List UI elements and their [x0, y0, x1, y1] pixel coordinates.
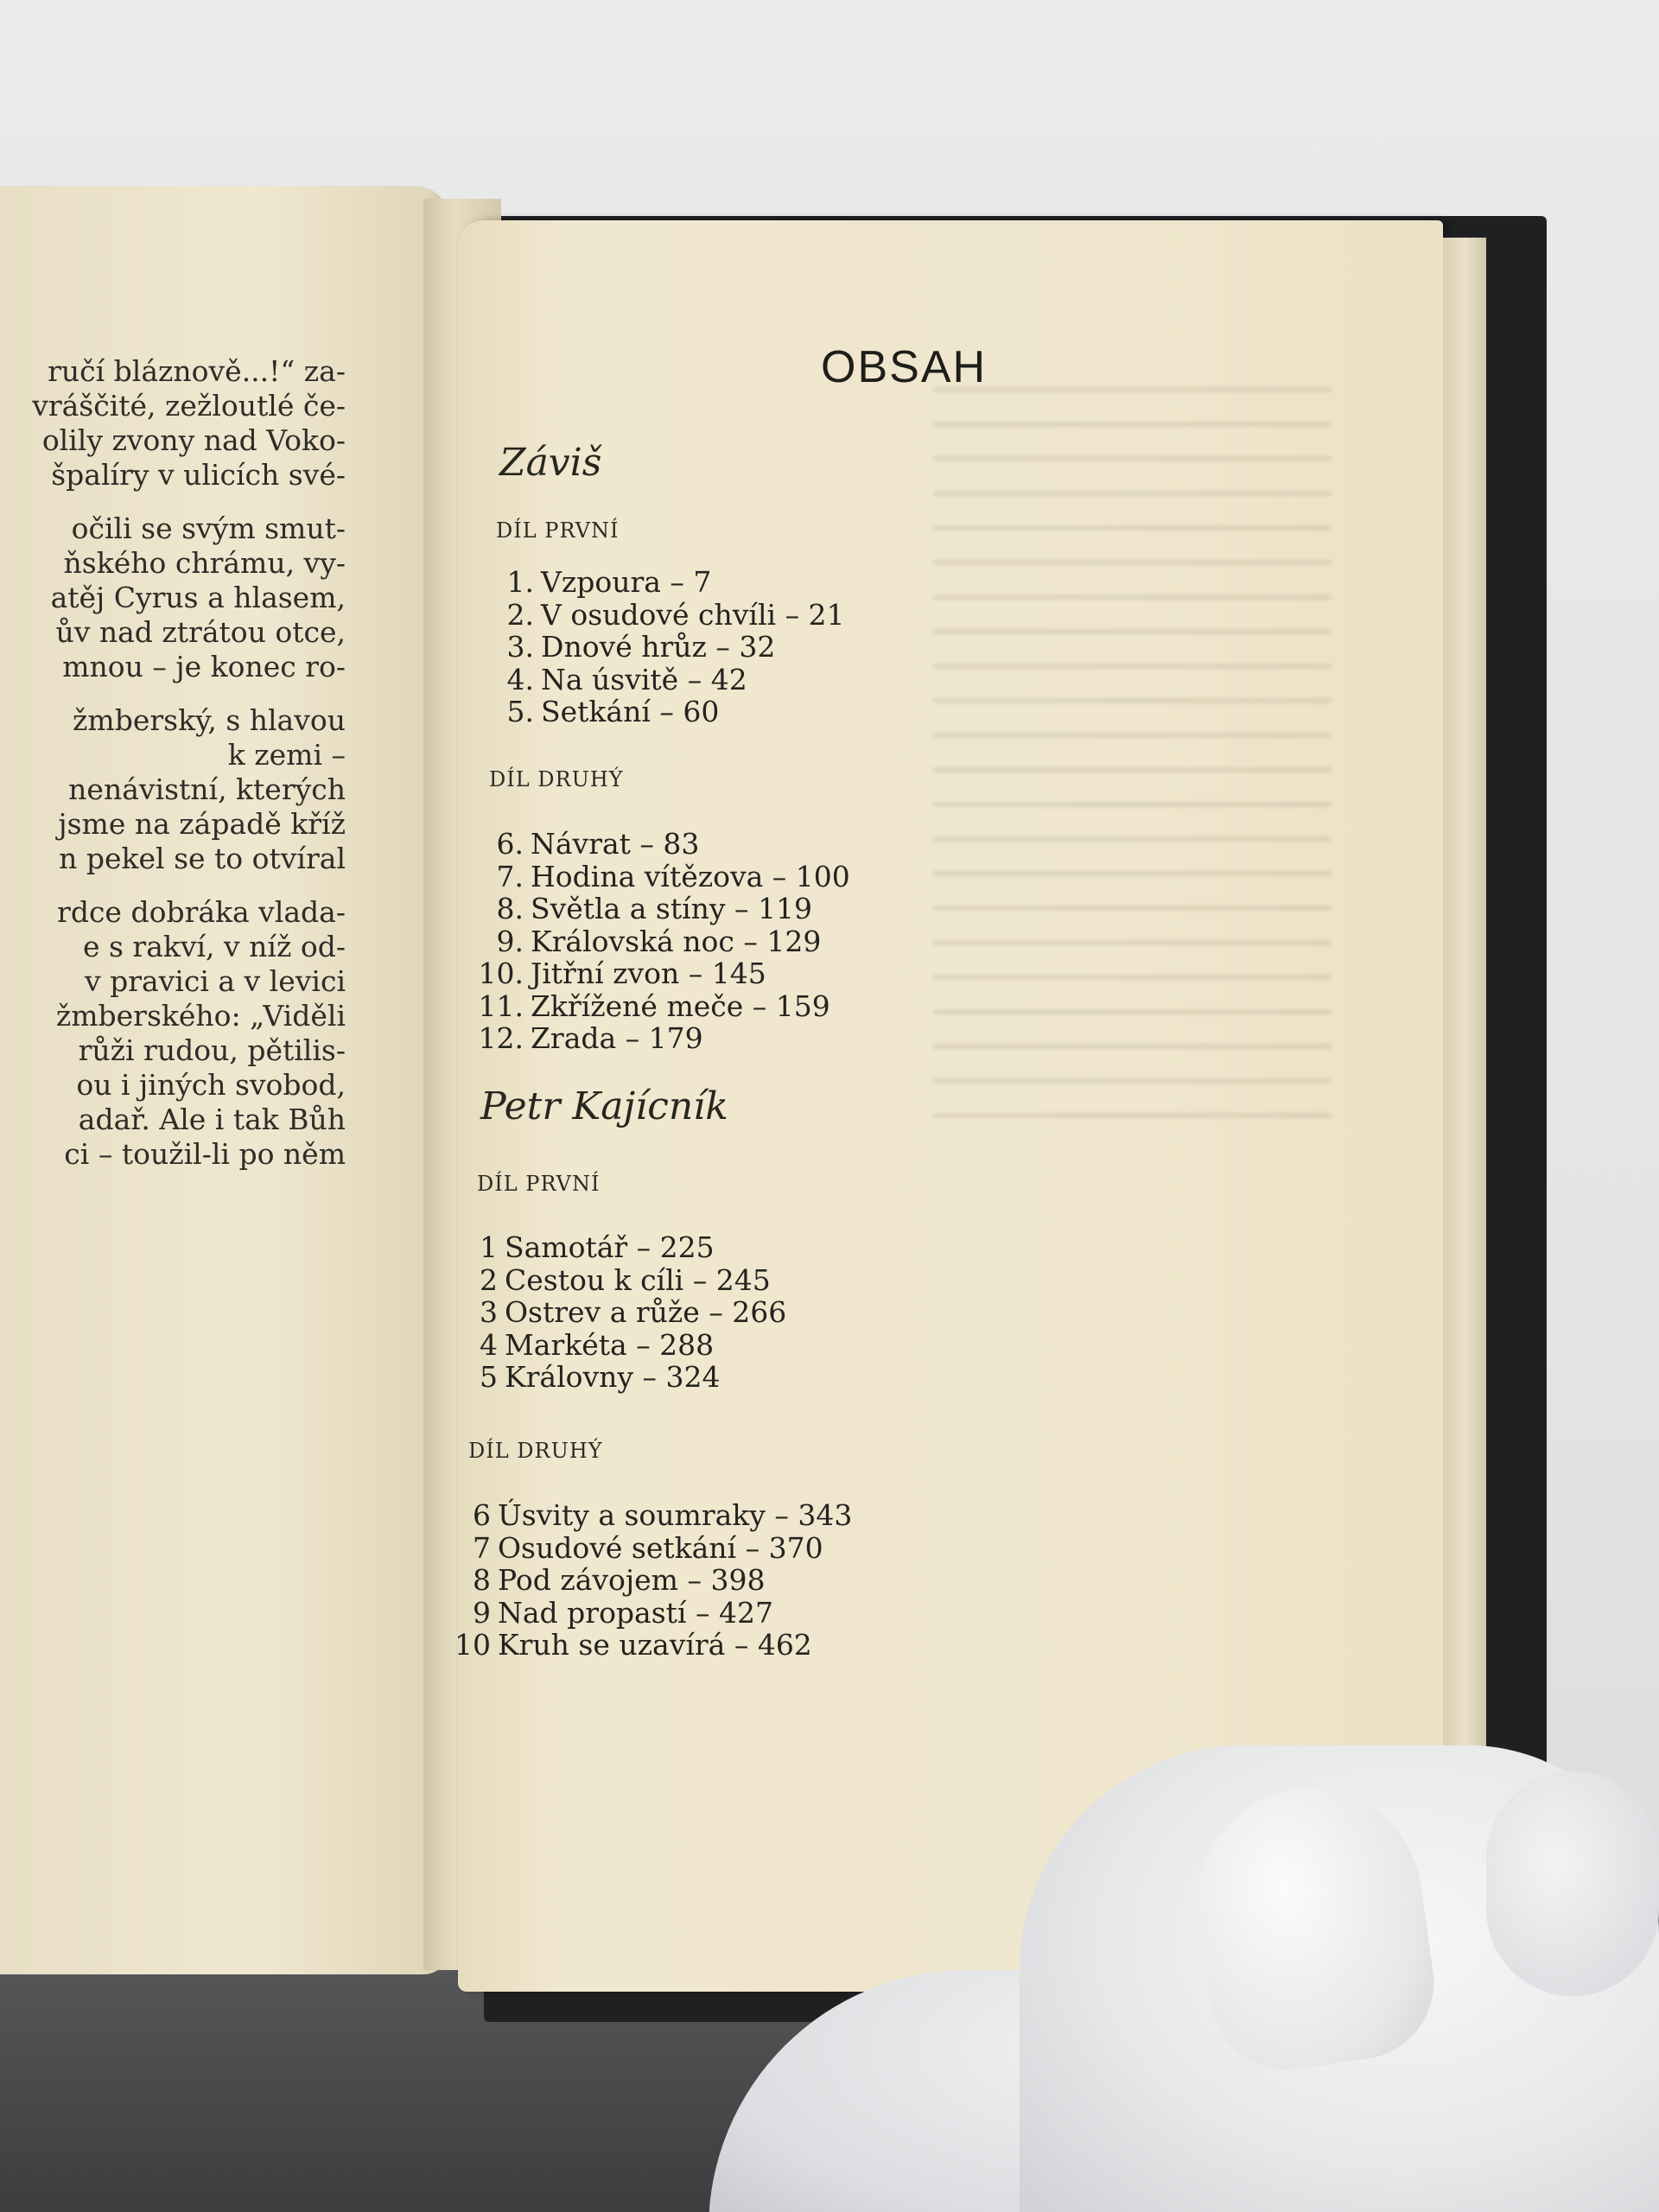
text-line: rdce dobráka vlada- — [57, 895, 346, 929]
part-title-petr: Petr Kajícník — [480, 1084, 728, 1128]
chapter-title: Nad propastí – 427 — [498, 1595, 773, 1630]
chapter-title: Ostrev a růže – 266 — [505, 1295, 787, 1329]
text-line: jsme na západě kříž — [58, 807, 346, 841]
chapter-title: Pod závojem – 398 — [498, 1563, 766, 1597]
toc-entry — [458, 1296, 786, 1329]
paragraph-gap — [0, 876, 346, 895]
chapter-title: Zrada – 179 — [531, 1021, 703, 1055]
entry-list — [475, 828, 850, 1055]
section-label: DÍL PRVNÍ — [477, 1172, 601, 1196]
page-edges — [1443, 238, 1486, 1974]
text-line: k zemi – — [227, 738, 346, 772]
chapter-number: 9 — [473, 1595, 491, 1630]
chapter-title: Královská noc – 129 — [531, 924, 822, 958]
toc-entry — [475, 893, 850, 925]
toc-entry — [458, 1329, 786, 1362]
left-page-text — [0, 354, 346, 1172]
chapter-title: Úsvity a soumraky – 343 — [498, 1498, 853, 1532]
text-line: n pekel se to otvíral — [59, 842, 346, 875]
chapter-number: 5 — [480, 1360, 498, 1394]
toc-entry — [494, 631, 845, 664]
entry-list — [451, 1499, 852, 1662]
chapter-number: 2. — [506, 597, 534, 632]
toc-entry — [451, 1564, 852, 1597]
toc-entry — [475, 861, 850, 893]
text-line: nenávistní, kterých — [68, 772, 346, 806]
chapter-number: 7 — [473, 1530, 491, 1565]
text-line: ou i jiných svobod, — [76, 1068, 346, 1102]
chapter-number: 5. — [506, 695, 534, 728]
text-line: mnou – je konec ro- — [62, 650, 346, 683]
toc-entry — [458, 1264, 786, 1297]
toc-entry — [458, 1231, 786, 1264]
entry-list — [494, 566, 845, 728]
toc-entry — [451, 1629, 852, 1662]
chapter-title: Samotář – 225 — [505, 1230, 715, 1264]
toc-entry — [475, 925, 850, 958]
table-of-contents — [454, 220, 1443, 1992]
text-line: atěj Cyrus a hlasem, — [50, 581, 346, 614]
left-page — [0, 186, 449, 1974]
toc-entry — [494, 599, 845, 632]
chapter-title: Královny – 324 — [505, 1360, 721, 1394]
toc-entry — [475, 828, 850, 861]
section-label: DÍL DRUHÝ — [489, 767, 624, 791]
section-label: DÍL PRVNÍ — [496, 518, 620, 543]
text-line: očili se svým smut- — [71, 512, 346, 545]
part-title-zavis: Záviš — [499, 441, 602, 485]
paragraph-gap — [0, 493, 346, 512]
text-line: adař. Ale i tak Bůh — [78, 1103, 346, 1136]
chapter-number: 8. — [496, 892, 524, 925]
text-line: olily zvony nad Voko- — [41, 423, 346, 457]
chapter-title: Vzpoura – 7 — [541, 565, 712, 599]
toc-entry — [475, 990, 850, 1023]
chapter-number: 1. — [506, 565, 534, 599]
chapter-number: 12. — [478, 1021, 524, 1055]
toc-title: OBSAH — [821, 342, 988, 392]
chapter-number: 10. — [478, 957, 524, 990]
chapter-title: Na úsvitě – 42 — [541, 662, 747, 696]
chapter-title: Zkřížené meče – 159 — [531, 988, 830, 1023]
text-line: v pravici a v levici — [84, 964, 346, 998]
text-line: ův nad ztrátou otce, — [55, 615, 346, 649]
toc-entry — [494, 566, 845, 599]
chapter-title: Osudové setkání – 370 — [498, 1530, 823, 1565]
text-line: žmberský, s hlavou — [73, 703, 346, 737]
text-line: růži rudou, pětilis- — [78, 1033, 346, 1067]
chapter-title: Hodina vítězova – 100 — [531, 859, 850, 893]
chapter-title: Dnové hrůz – 32 — [541, 630, 776, 664]
chapter-number: 9. — [496, 924, 524, 958]
chapter-title: Kruh se uzavírá – 462 — [498, 1628, 812, 1662]
chapter-title: V osudové chvíli – 21 — [541, 597, 845, 632]
text-line: vráščité, zežloutlé če- — [32, 389, 346, 423]
chapter-number: 2 — [480, 1262, 498, 1297]
toc-entry — [494, 696, 845, 728]
chapter-number: 4 — [480, 1327, 498, 1362]
chapter-number: 10 — [454, 1628, 491, 1662]
text-line: ci – toužil-li po něm — [64, 1137, 346, 1171]
chapter-number: 4. — [506, 662, 534, 696]
paragraph-gap — [0, 684, 346, 703]
chapter-number: 8 — [473, 1563, 491, 1597]
chapter-title: Markéta – 288 — [505, 1327, 715, 1362]
chapter-title: Cestou k cíli – 245 — [505, 1262, 771, 1297]
toc-entry — [475, 957, 850, 990]
chapter-number: 11. — [478, 988, 524, 1023]
text-line: špalíry v ulicích své- — [51, 458, 346, 492]
toc-entry — [494, 664, 845, 696]
section-label: DÍL DRUHÝ — [468, 1439, 603, 1463]
glove-knuckle — [1486, 1771, 1659, 1996]
chapter-title: Setkání – 60 — [541, 695, 720, 728]
text-line: ručí bláznově...!“ za- — [48, 354, 346, 388]
toc-entry — [451, 1597, 852, 1630]
text-line: žmberského: „Viděli — [55, 999, 346, 1033]
text-line: e s rakví, v níž od- — [82, 930, 346, 963]
chapter-number: 3 — [480, 1295, 498, 1329]
chapter-number: 1 — [480, 1230, 498, 1264]
chapter-title: Návrat – 83 — [531, 827, 700, 861]
chapter-title: Světla a stíny – 119 — [531, 892, 813, 925]
toc-entry — [458, 1361, 786, 1394]
text-line: ňského chrámu, vy- — [63, 546, 346, 580]
chapter-title: Jitřní zvon – 145 — [531, 957, 766, 990]
chapter-number: 7. — [496, 859, 524, 893]
chapter-number: 6 — [473, 1498, 491, 1532]
toc-entry — [475, 1022, 850, 1055]
chapter-number: 3. — [506, 630, 534, 664]
toc-entry — [451, 1532, 852, 1565]
entry-list — [458, 1231, 786, 1394]
chapter-number: 6. — [496, 827, 524, 861]
toc-entry — [451, 1499, 852, 1532]
